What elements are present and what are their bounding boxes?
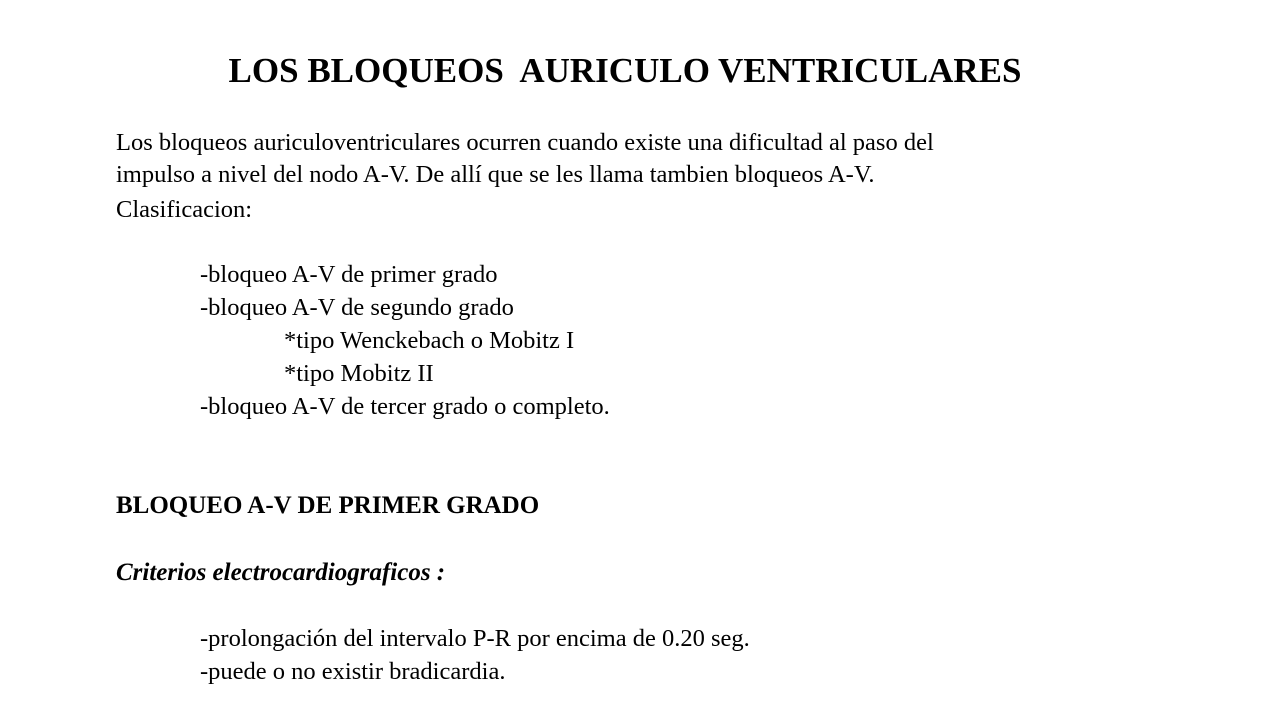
classification-subitem-1: *tipo Wenckebach o Mobitz I	[284, 327, 575, 354]
classification-item-3: -bloqueo A-V de tercer grado o completo.	[200, 393, 610, 420]
section-subheading: Criterios electrocardiograficos :	[116, 559, 446, 586]
intro-line-3: Clasificacion:	[116, 196, 253, 223]
classification-item-1: -bloqueo A-V de primer grado	[200, 261, 498, 288]
document-title: LOS BLOQUEOS AURICULO VENTRICULARES	[228, 51, 1022, 90]
criteria-item-1: -prolongación del intervalo P-R por encima de 0.20 seg.	[200, 625, 750, 652]
classification-item-2: -bloqueo A-V de segundo grado	[200, 294, 514, 321]
classification-subitem-2: *tipo Mobitz II	[284, 360, 434, 387]
intro-line-2: impulso a nivel del nodo A-V. De allí que se les llama tambien bloqueos A-V.	[116, 161, 875, 188]
criteria-item-2: -puede o no existir bradicardia.	[200, 658, 506, 685]
intro-line-1: Los bloqueos auriculoventriculares ocurren cuando existe una dificultad al paso del	[116, 129, 934, 156]
section-heading: BLOQUEO A-V DE PRIMER GRADO	[116, 492, 540, 519]
